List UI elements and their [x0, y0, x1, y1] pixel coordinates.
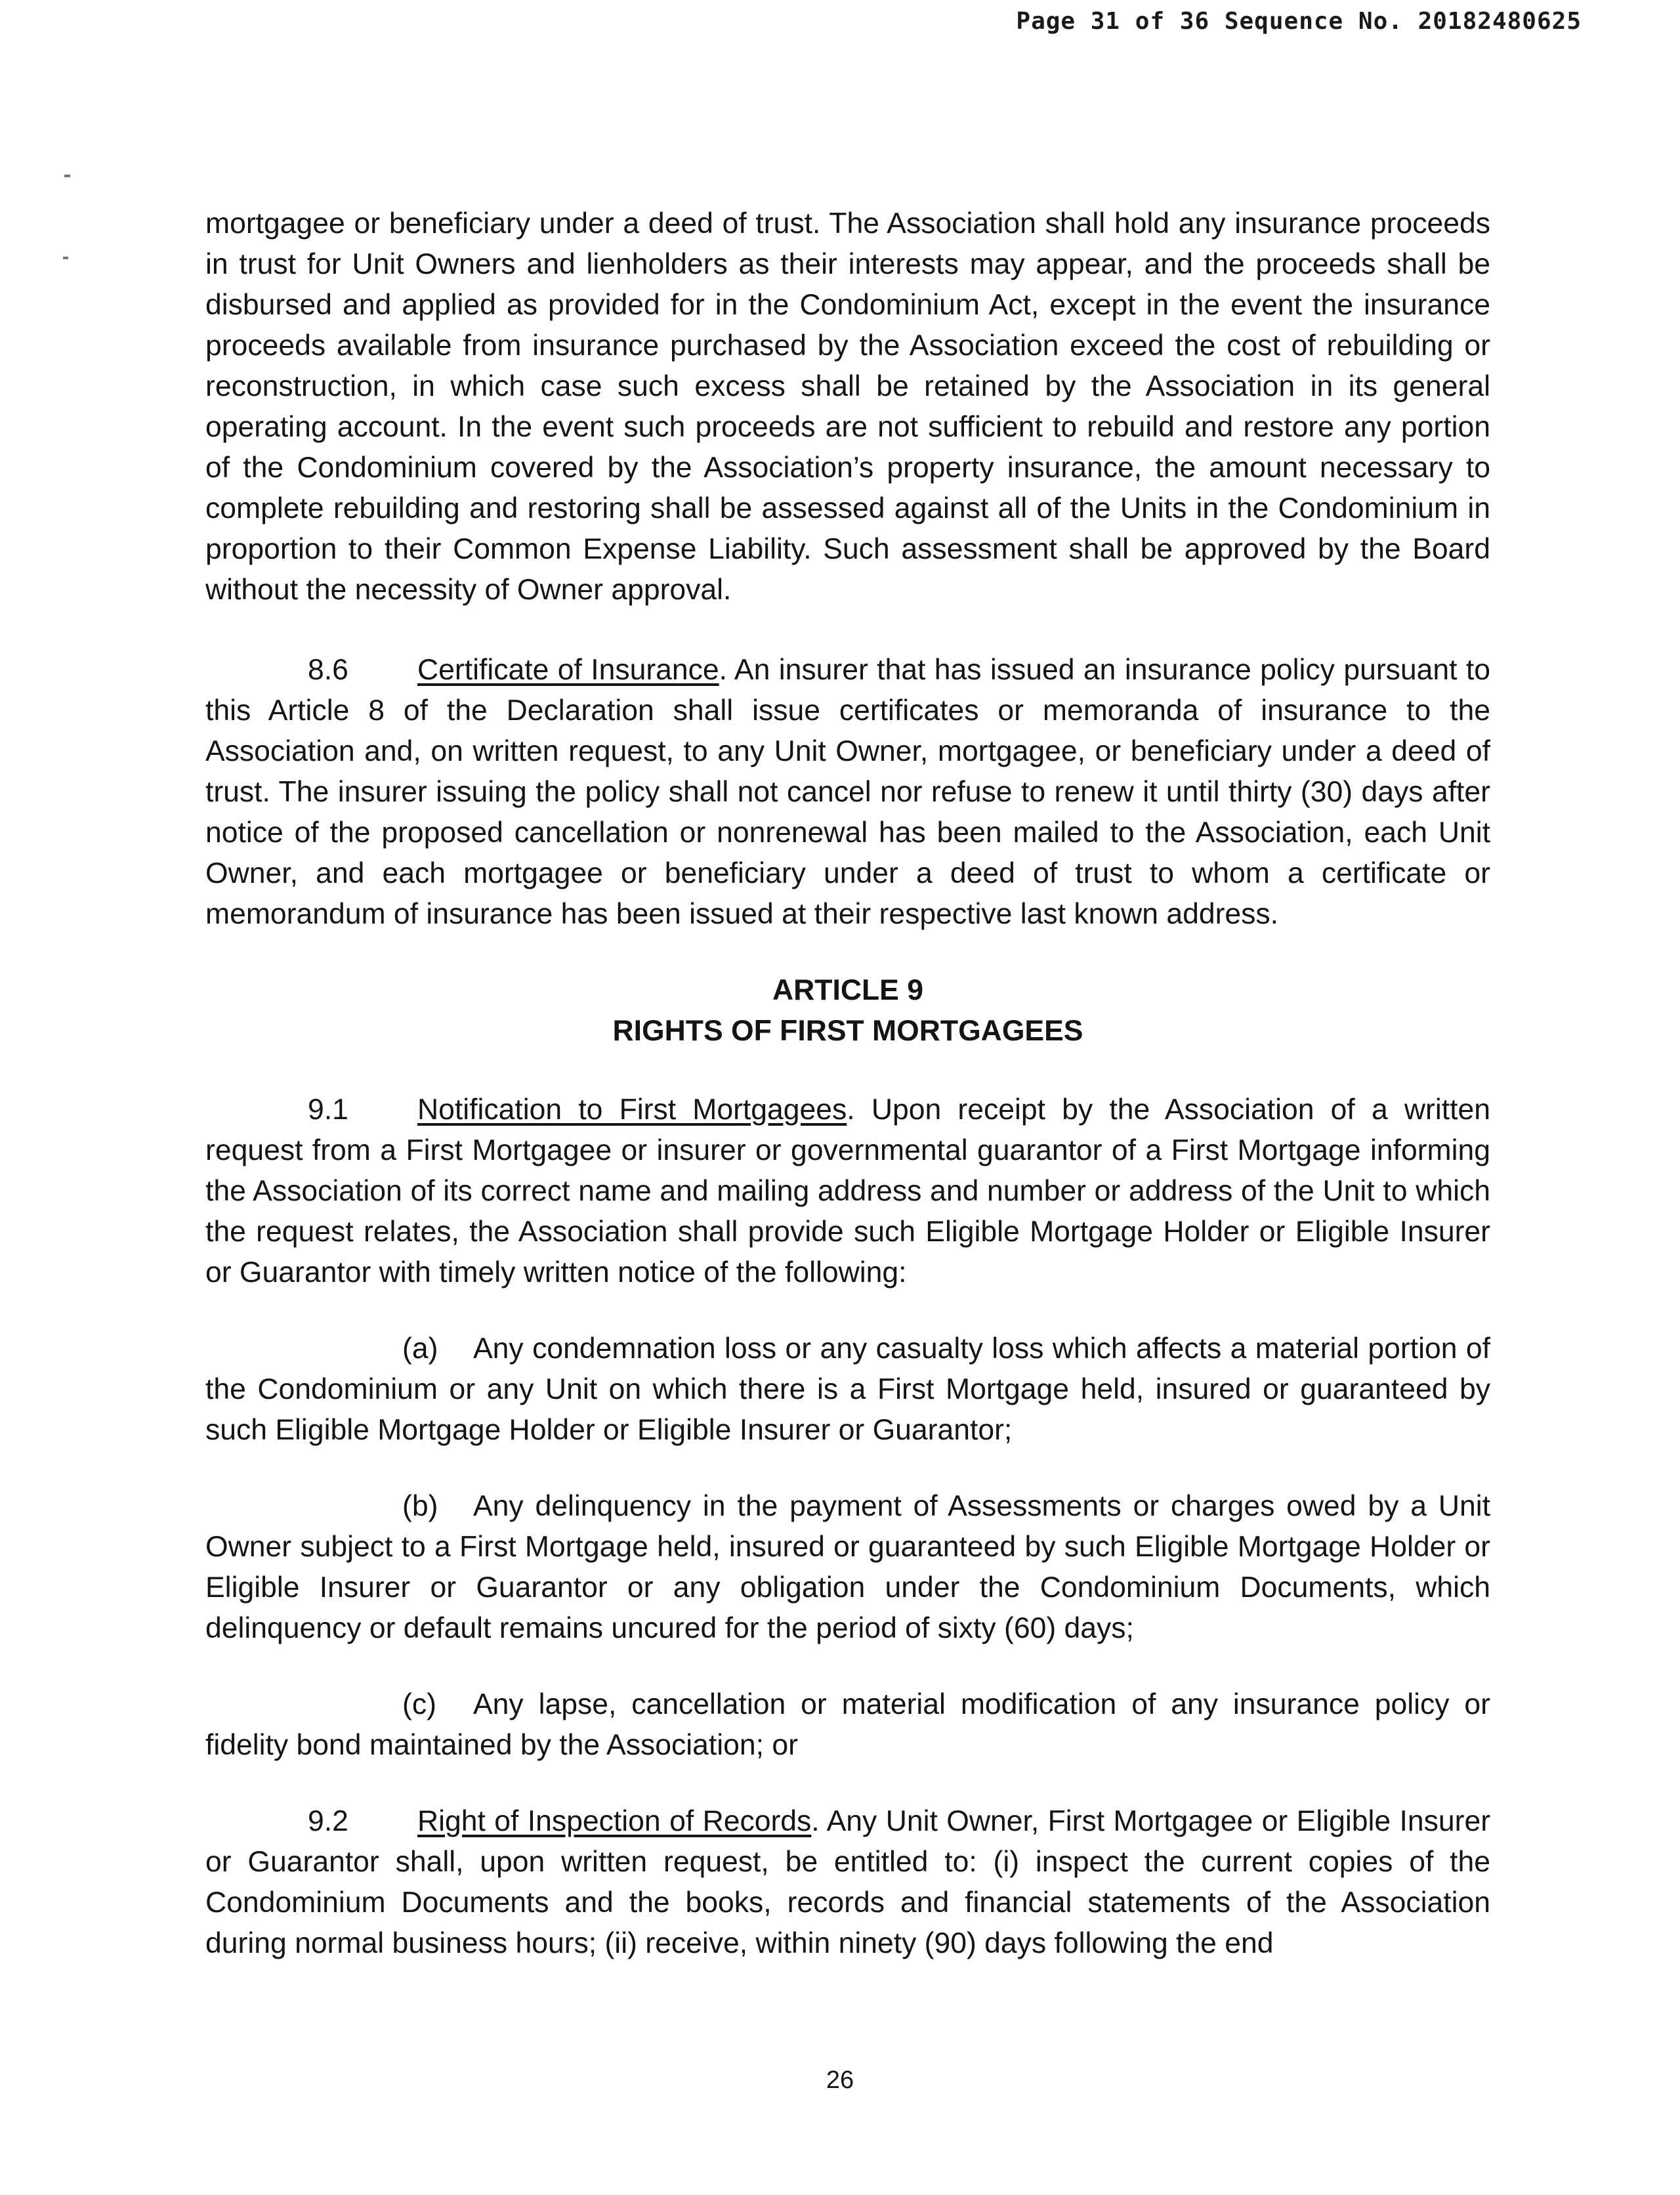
section-9-1 — [205, 1090, 1490, 1293]
continuation-paragraph: mortgagee or beneficiary under a deed of trust. The Association shall hold any insurance proceeds in trust for Unit Owners and lienholders as their interests may appear, and the proceeds shall be disbursed and applied as provided for in the Condominium Act, except in the event the insurance proceeds available from insurance purchased by the Association exceed the cost of rebuilding or reconstruction, in which case such excess shall be retained by the Association in its general operating account. In the event such proceeds are not sufficient to rebuild and restore any portion of the Condominium covered by the Association’s property insurance, the amount necessary to complete rebuilding and restoring shall be assessed against all of the Units in the Condominium in proportion to their Common Expense Liability. Such assessment shall be approved by the Board without the necessity of Owner approval. — [205, 207, 1490, 606]
document-body — [205, 203, 1490, 1999]
sub-item-b — [205, 1486, 1490, 1649]
section-body: . Any Unit Owner, First Mortgagee or Eligible Insurer or Guarantor shall, upon written request, be entitled to: (i) inspect the current copies of the Condominium Documents and the books, records and financial statements of the Association during normal business hours; (ii) receive, within ninety (90) days following the end — [205, 1805, 1491, 1959]
section-9-2 — [205, 1801, 1490, 1964]
article-title: RIGHTS OF FIRST MORTGAGEES — [612, 1015, 1083, 1047]
section-title: Certificate of Insurance — [417, 654, 719, 686]
sub-item-text: Any delinquency in the payment of Assessments or charges owed by a Unit Owner subject to a First Mortgage held, insured or guaranteed by such Eligible Mortgage Holder or Eligible Insurer or Guarantor or any obligation under the Condominium Documents, which delinquency or default remains uncured for the period of sixty (60) days; — [205, 1490, 1490, 1644]
scan-mark — [63, 257, 68, 259]
sub-item-label: (c) — [402, 1688, 436, 1720]
section-number: 9.1 — [308, 1094, 348, 1126]
sub-item-a — [205, 1329, 1490, 1451]
section-number: 8.6 — [308, 654, 348, 686]
page-number: 26 — [826, 2066, 854, 2094]
section-body: . An insurer that has issued an insurance policy pursuant to this Article 8 of the Declaration shall issue certificates or memoranda of insurance to the Association and, on written request, to any Unit Owner, mortgagee, or beneficiary under a deed of trust. The insurer issuing the policy shall not cancel nor refuse to renew it until thirty (30) days after notice of the proposed cancellation or nonrenewal has been mailed to the Association, each Unit Owner, and each mortgagee or beneficiary under a deed of trust to whom a certificate or memorandum of insurance has been issued at their respective last known address. — [205, 654, 1490, 930]
sub-item-label: (a) — [402, 1332, 438, 1365]
sub-item-label: (b) — [402, 1490, 438, 1522]
section-title: Notification to First Mortgagees — [417, 1094, 847, 1126]
page-header-sequence: Page 31 of 36 Sequence No. 20182480625 — [1016, 8, 1582, 35]
sub-item-c — [205, 1684, 1490, 1766]
sub-item-text: Any condemnation loss or any casualty loss which affects a material portion of the Condominium or any Unit on which there is a First Mortgage held, insured or guaranteed by such Eligible Mortgage Holder or Eligible Insurer or Guarantor; — [205, 1332, 1490, 1446]
article-label: ARTICLE 9 — [772, 974, 923, 1006]
section-8-6 — [205, 650, 1490, 935]
article-heading — [205, 970, 1490, 1052]
section-body: . Upon receipt by the Association of a written request from a First Mortgagee or insurer or governmental guarantor of a First Mortgage informing the Association of its correct name and mailing address and number or address of the Unit to which the request relates, the Association shall provide such Eligible Mortgage Holder or Eligible Insurer or Guarantor with timely written notice of the following: — [205, 1094, 1490, 1289]
sub-item-text: Any lapse, cancellation or material modification of any insurance policy or fidelity bond maintained by the Association; or — [205, 1688, 1490, 1761]
scan-mark — [64, 175, 70, 177]
section-number: 9.2 — [308, 1805, 348, 1837]
section-title: Right of Inspection of Records — [417, 1805, 812, 1837]
